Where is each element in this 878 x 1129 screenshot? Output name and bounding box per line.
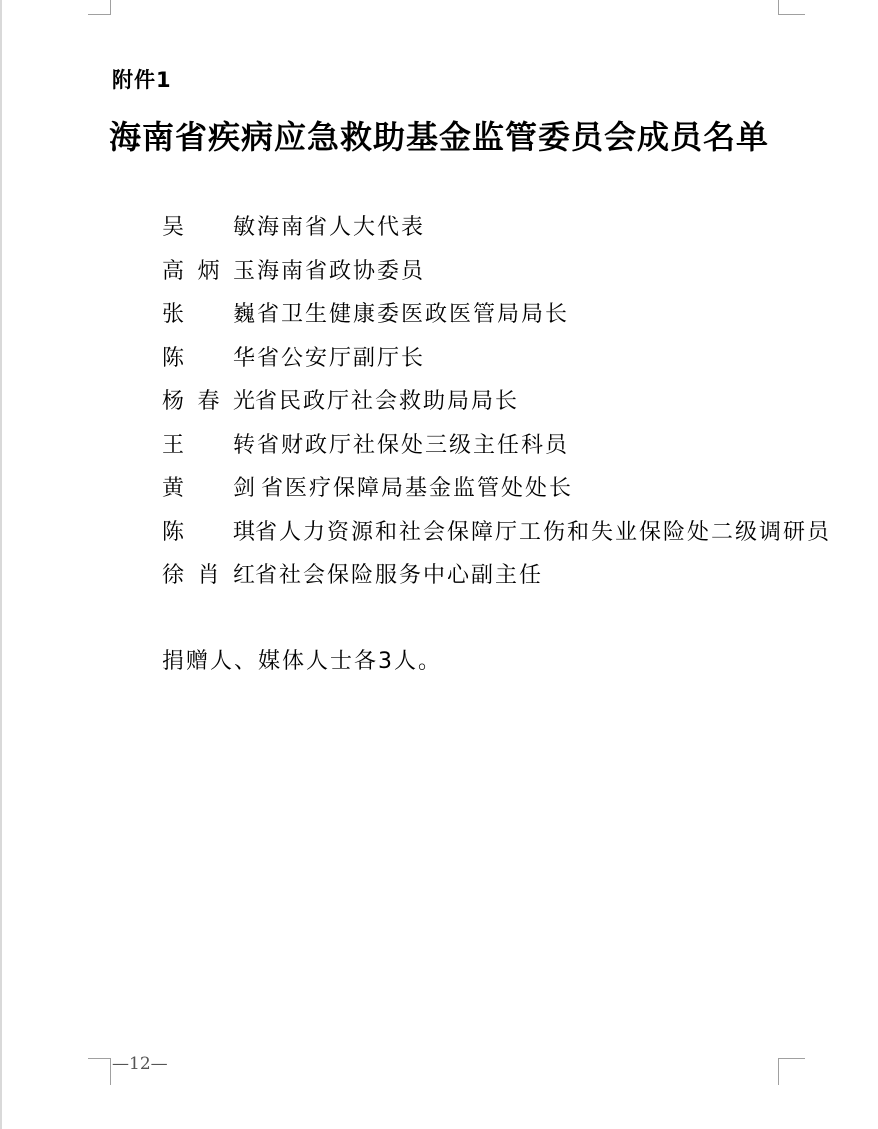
member-row (162, 467, 842, 511)
member-name: 陈 琪 (162, 519, 257, 545)
member-row (162, 511, 842, 555)
member-title: 省医疗保障局基金监管处处长 (261, 476, 574, 501)
member-list (162, 206, 842, 598)
member-name: 张 巍 (162, 302, 257, 327)
member-title: 省民政厅社会救助局局长 (255, 389, 520, 414)
crop-mark-top-left (88, 0, 111, 15)
member-name: 吴 敏 (162, 215, 257, 240)
member-name: 高炳玉 (162, 258, 257, 284)
member-row (162, 337, 842, 381)
crop-mark-top-right (778, 0, 805, 15)
member-row (162, 424, 842, 468)
member-row (162, 250, 842, 294)
member-title: 省人力资源和社会保障厅工伤和失业保险处二级调研员 (255, 519, 832, 545)
member-title: 省卫生健康委医政医管局局长 (257, 302, 570, 327)
page-number: —12— (112, 1054, 168, 1074)
member-name: 王 转 (162, 432, 257, 458)
member-title: 海南省人大代表 (257, 215, 426, 240)
member-name: 黄 剑 (162, 476, 257, 501)
member-row (162, 554, 842, 598)
document-title: 海南省疾病应急救助基金监管委员会成员名单 (108, 118, 769, 156)
member-title: 省社会保险服务中心副主任 (255, 563, 544, 588)
member-name: 徐肖红 (162, 563, 257, 588)
member-title: 省财政厅社保处三级主任科员 (257, 432, 570, 458)
attachment-label: 附件1 (112, 68, 172, 92)
member-row (162, 293, 842, 337)
member-row (162, 380, 842, 424)
member-row (162, 206, 842, 250)
member-title: 省公安厅副厅长 (257, 345, 426, 371)
note-text: 捐赠人、媒体人士各3人。 (162, 649, 442, 674)
member-name: 陈 华 (162, 345, 257, 371)
page-edge (0, 0, 2, 1129)
crop-mark-bottom-right (778, 1058, 805, 1085)
crop-mark-bottom-left (88, 1058, 111, 1085)
member-name: 杨春光 (162, 389, 257, 414)
member-title: 海南省政协委员 (257, 258, 426, 284)
